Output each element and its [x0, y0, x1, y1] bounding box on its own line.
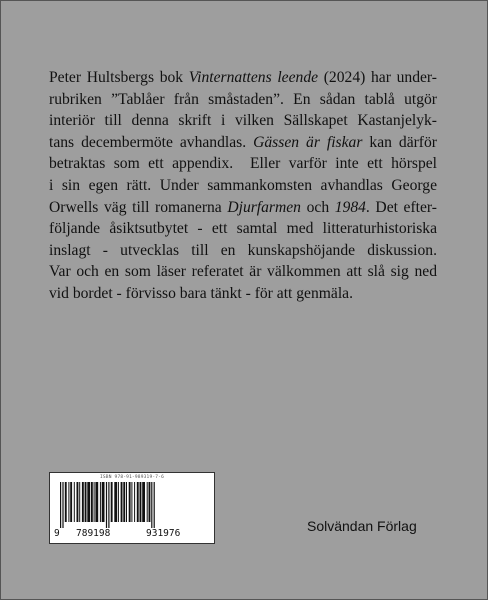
text-segment: kan därför: [362, 133, 437, 151]
blurb-line: [49, 89, 437, 111]
barcode-bar: [85, 482, 87, 522]
text-segment: tans decembermöte avhandlas.: [49, 133, 254, 151]
barcode-bar: [106, 482, 107, 528]
italic-title: Gässen är fiskar: [253, 133, 363, 151]
text-segment: Peter Hultsbergs bok: [49, 69, 189, 86]
blurb-line: [49, 283, 437, 305]
barcode-bar: [147, 482, 148, 522]
barcode-bar: [74, 482, 75, 522]
italic-title: 1984: [334, 198, 366, 216]
barcode-bar: [82, 482, 84, 522]
blurb-line: [49, 132, 437, 154]
barcode-bar: [68, 482, 69, 522]
publisher-name: Solvändan Förlag: [307, 518, 417, 534]
barcode-digit-group-2: 931976: [146, 528, 181, 539]
blurb-line: [49, 261, 437, 283]
blurb-line: [49, 153, 437, 175]
barcode-bar: [91, 482, 93, 522]
barcode-bar: [131, 482, 132, 522]
barcode-bar: [95, 482, 98, 522]
text-segment: interiör till denna skrift i vilken Sällskapet Kastanjelyk-: [49, 112, 437, 130]
barcode-bar: [87, 482, 90, 522]
barcode-bar: [111, 482, 113, 522]
isbn-barcode: [49, 472, 215, 544]
blurb-line: [49, 197, 437, 219]
text-segment: följande åsiktsutbytet - ett samtal med litteraturhistoriska: [49, 220, 437, 238]
text-segment: . Det efter-: [365, 198, 438, 216]
barcode-bar: [129, 482, 131, 522]
italic-title: Vinternattens leende: [188, 69, 319, 86]
isbn-small-text: ISBN 978-91-989319-7-6: [99, 475, 164, 480]
barcode-digit-lead: 9: [54, 528, 60, 539]
blurb-line: [49, 67, 437, 89]
barcode-bar: [151, 482, 152, 528]
barcode-bar: [114, 482, 117, 522]
barcode-bar: [65, 482, 67, 522]
barcode-bar: [121, 482, 123, 522]
barcode-digits: [53, 528, 211, 542]
barcode-bar: [102, 482, 105, 522]
barcode-bar: [134, 482, 135, 522]
blurb-line: [49, 110, 437, 132]
blurb-line: [49, 240, 437, 262]
barcode-bar: [94, 482, 95, 522]
text-segment: betraktas som ett appendix. Eller varför inte ett hörspel: [49, 155, 437, 173]
text-segment: Var och en som läser referatet är välkommen att slå sig ned: [49, 263, 437, 281]
barcode-bar: [118, 482, 119, 522]
barcode-bar: [123, 482, 125, 522]
blurb-line: [49, 175, 437, 197]
barcode-bar: [142, 482, 145, 522]
blurb-line: [49, 218, 437, 240]
barcode-bars: [60, 482, 206, 528]
text-segment: rubriken ”Tablåer från småstaden”. En sådan tablå utgör: [49, 90, 437, 108]
barcode-bar: [79, 482, 80, 522]
blurb-text: [49, 67, 437, 305]
barcode-bar: [154, 482, 155, 528]
text-segment: i sin egen rätt. Under sammankomsten avhandlas George: [49, 176, 437, 194]
barcode-digit-group-1: 789198: [76, 528, 111, 539]
text-segment: vid bordet - förvisso bara tänkt - för att genmäla.: [49, 284, 353, 302]
barcode-bar: [60, 482, 61, 528]
barcode-bar: [126, 482, 127, 522]
barcode-bar: [149, 482, 151, 522]
italic-title: Djurfarmen: [227, 198, 301, 216]
barcode-bar: [108, 482, 109, 528]
barcode-bar: [100, 482, 101, 522]
text-segment: och: [300, 198, 335, 216]
text-segment: (2024) har under-: [318, 69, 437, 86]
barcode-bar: [62, 482, 63, 528]
text-segment: Orwells väg till romanerna: [49, 198, 228, 216]
barcode-bar: [70, 482, 72, 522]
barcode-bar: [140, 482, 142, 522]
barcode-bar: [137, 482, 139, 522]
barcode-bar: [77, 482, 79, 522]
text-segment: inslagt - utvecklas till en kunskapshöjande diskussion.: [49, 241, 437, 259]
